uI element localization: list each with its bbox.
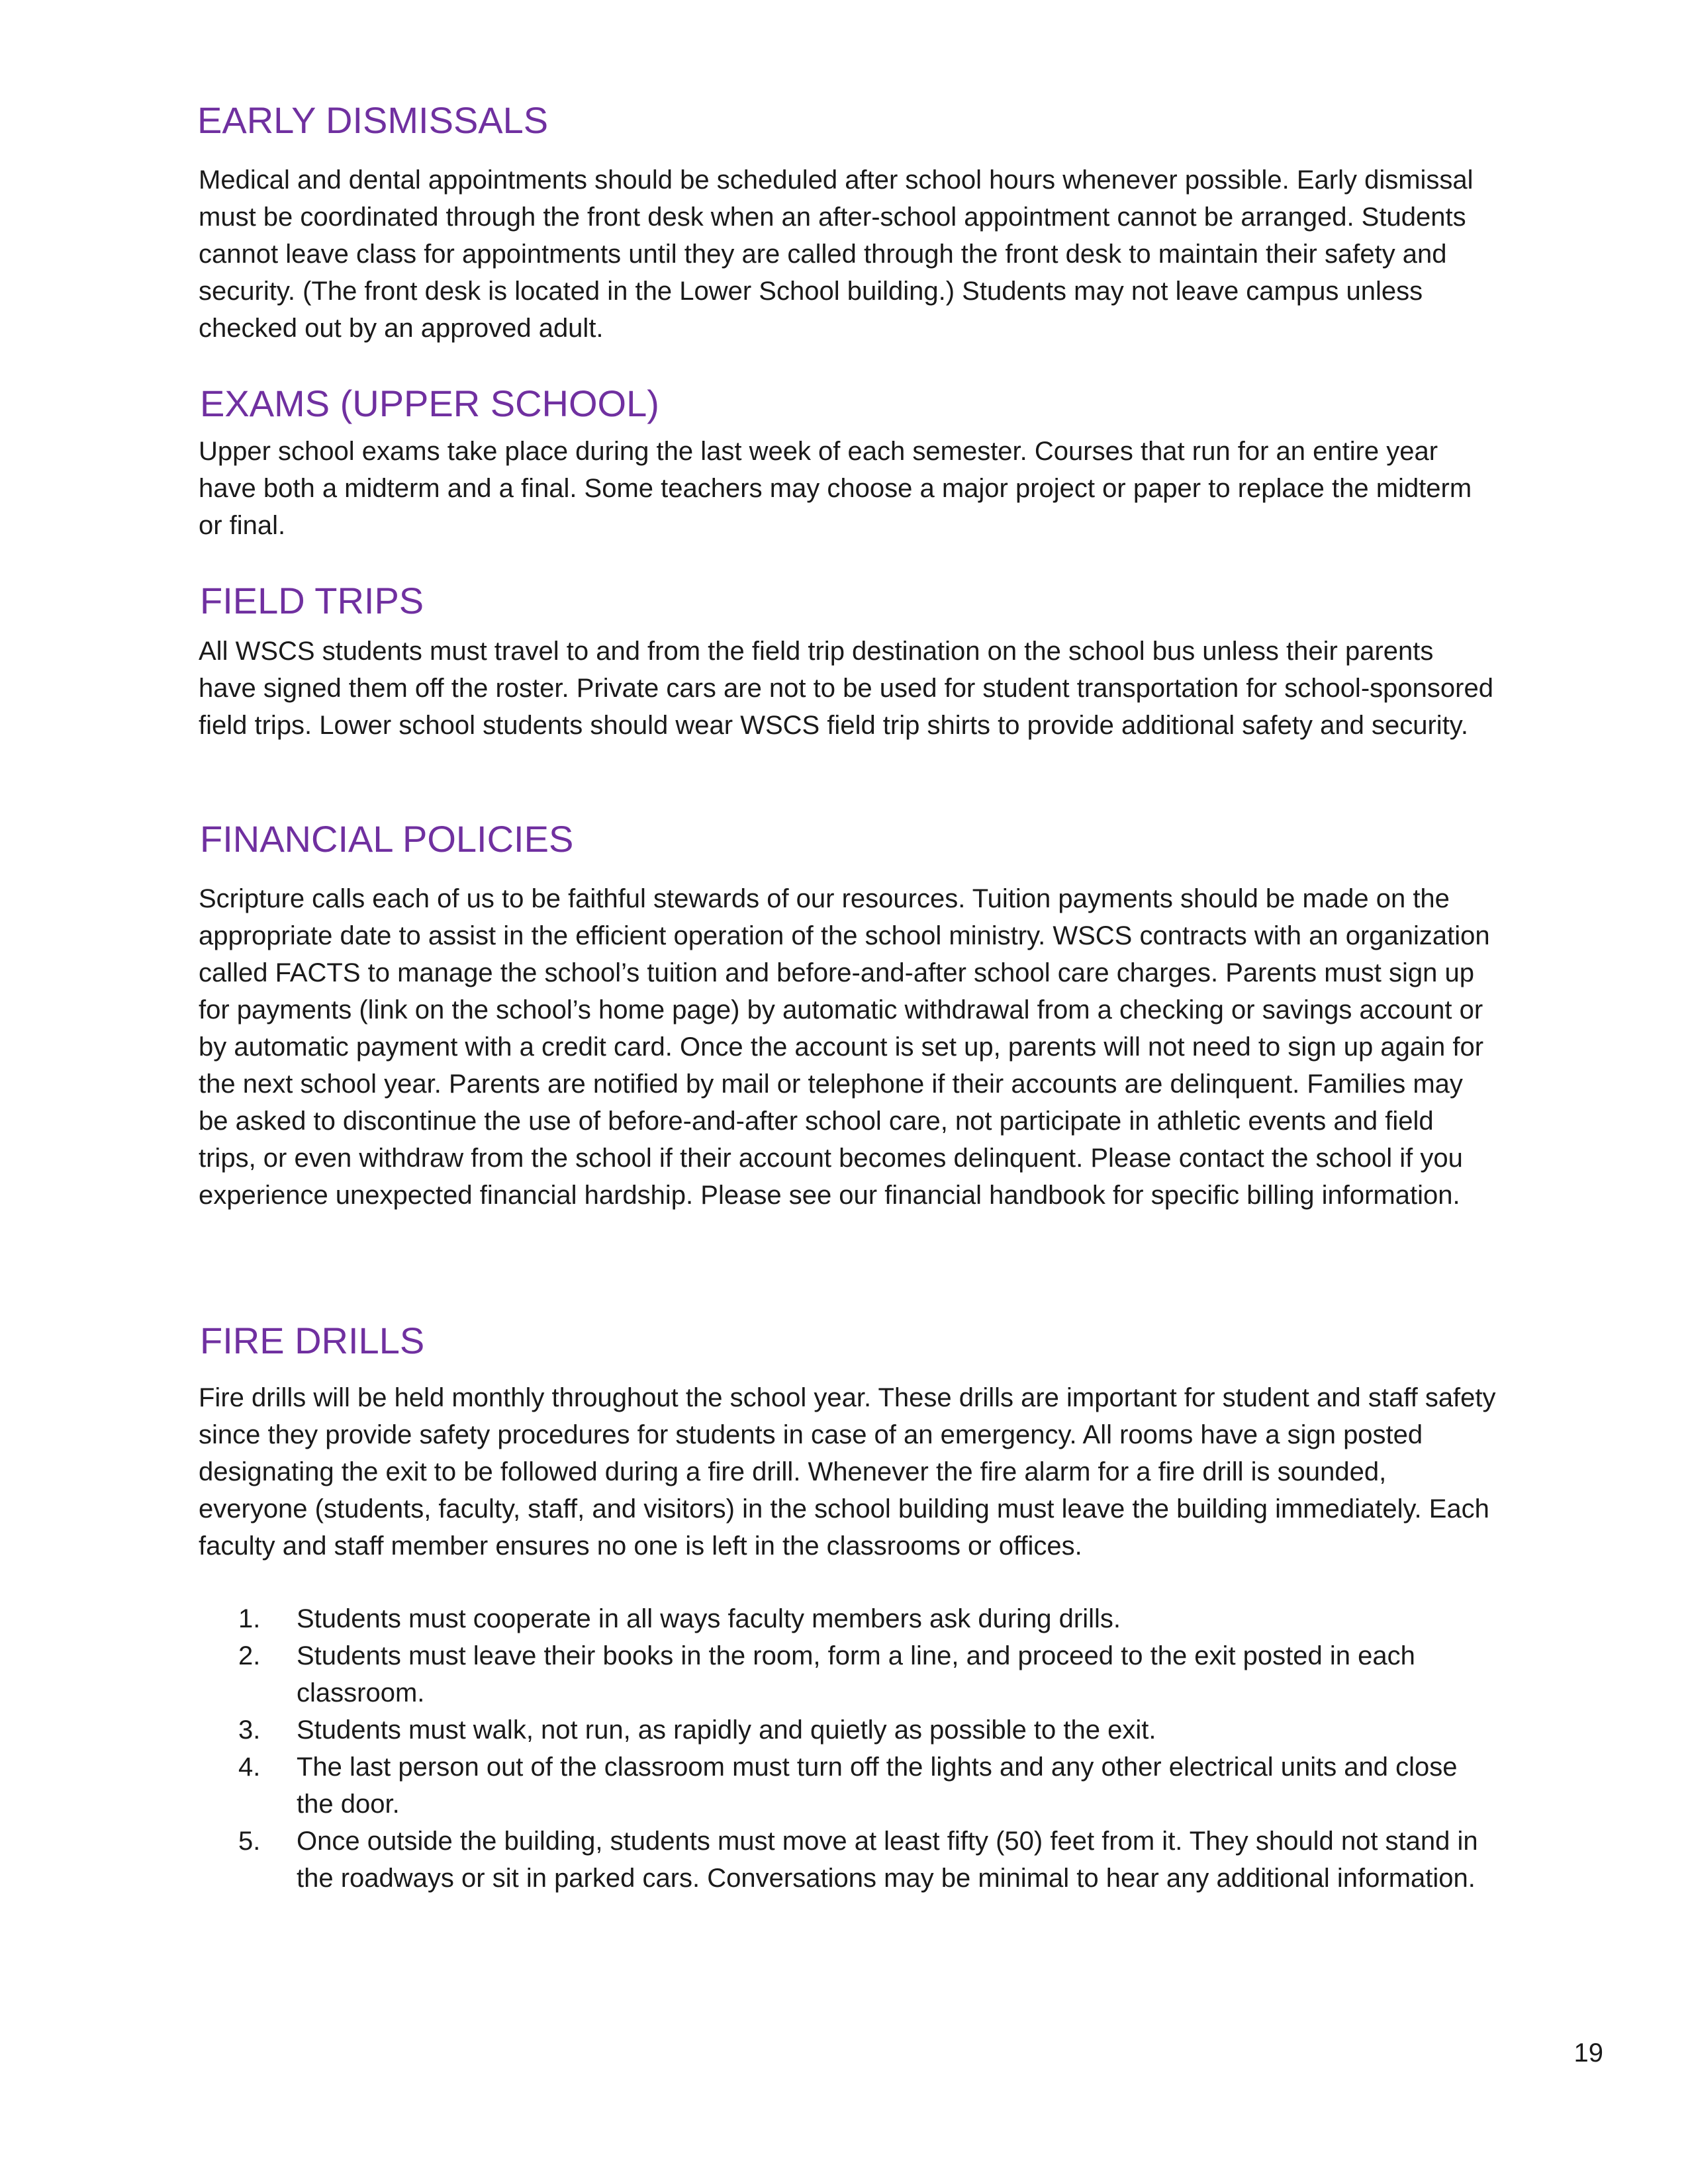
financial-policies-heading: FINANCIAL POLICIES	[200, 818, 574, 860]
list-number: 2.	[238, 1641, 261, 1670]
list-item-text: Students must leave their books in the room, form a line, and proceed to the exit posted in each classroom.	[297, 1641, 1415, 1707]
list-item	[238, 1600, 1496, 1637]
list-item	[238, 1637, 1496, 1711]
list-number: 3.	[238, 1715, 261, 1745]
list-item	[238, 1711, 1496, 1749]
early-dismissals-heading: EARLY DISMISSALS	[197, 99, 549, 141]
financial-policies-paragraph: Scripture calls each of us to be faithful stewards of our resources. Tuition payments should be made on the appropriate date to assist in the efficient operation of the school ministry. WSCS contracts with an organization called FACTS to manage the school’s tuition and before-and-after school care charges. Parents must sign up for payments (link on the school’s home page) by automatic withdrawal from a checking or savings account or by automatic payment with a credit card. Once the account is set up, parents will not need to sign up again for the next school year. Parents are notified by mail or telephone if their accounts are delinquent. Families may be asked to discontinue the use of before-and-after school care, not participate in athletic events and field trips, or even withdraw from the school if their account becomes delinquent. Please contact the school if you experience unexpected financial hardship. Please see our financial handbook for specific billing information.	[199, 884, 1490, 1210]
field-trips-paragraph: All WSCS students must travel to and from the field trip destination on the school bus unless their parents have signed them off the roster. Private cars are not to be used for student transportation for school-sponsored field trips. Lower school students should wear WSCS field trip shirts to provide additional safety and security.	[199, 637, 1493, 740]
list-item-text: Once outside the building, students must move at least fifty (50) feet from it. They should not stand in the roadways or sit in parked cars. Conversations may be minimal to hear any additional information.	[297, 1827, 1478, 1893]
field-trips-heading: FIELD TRIPS	[200, 580, 424, 621]
list-item-text: The last person out of the classroom must turn off the lights and any other electrical units and close the door.	[297, 1752, 1458, 1819]
fire-drills-paragraph: Fire drills will be held monthly throughout the school year. These drills are important for student and staff safety since they provide safety procedures for students in case of an emergency. All rooms have a sign posted designating the exit to be followed during a fire drill. Whenever the fire alarm for a fire drill is sounded, everyone (students, faculty, staff, and visitors) in the school building must leave the building immediately. Each faculty and staff member ensures no one is left in the classrooms or offices.	[199, 1383, 1496, 1561]
fire-drills-list	[238, 1600, 1496, 1897]
list-number: 4.	[238, 1752, 261, 1782]
early-dismissals-paragraph: Medical and dental appointments should be scheduled after school hours whenever possible. Early dismissal must be coordinated through the front desk when an after-school appointment cannot be arranged. Students cannot leave class for appointments until they are called through the front desk to maintain their safety and security. (The front desk is located in the Lower School building.) Students may not leave campus unless checked out by an approved adult.	[199, 165, 1474, 343]
list-item	[238, 1823, 1496, 1897]
exams-paragraph: Upper school exams take place during the last week of each semester. Courses that run for an entire year have both a midterm and a final. Some teachers may choose a major project or paper to replace the midterm or final.	[199, 437, 1472, 540]
page-number: 19	[1573, 2038, 1603, 2068]
list-item	[238, 1749, 1496, 1823]
fire-drills-heading: FIRE DRILLS	[200, 1320, 425, 1361]
list-number: 1.	[238, 1604, 261, 1633]
list-item-text: Students must walk, not run, as rapidly and quietly as possible to the exit.	[297, 1715, 1156, 1745]
list-number: 5.	[238, 1827, 261, 1856]
list-item-text: Students must cooperate in all ways faculty members ask during drills.	[297, 1604, 1121, 1633]
exams-heading: EXAMS (UPPER SCHOOL)	[200, 383, 659, 424]
